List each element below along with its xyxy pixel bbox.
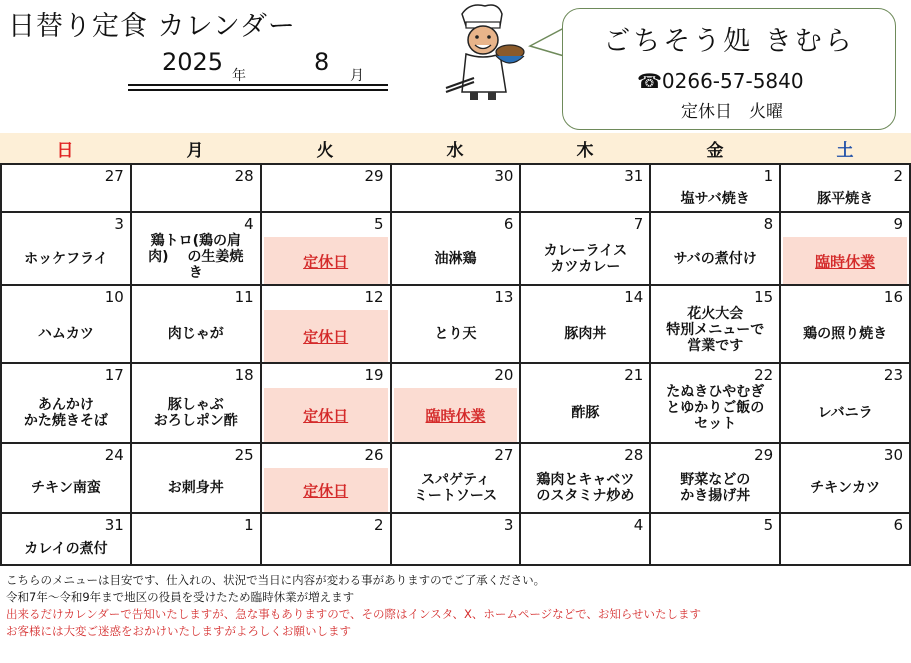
- day-number: 3: [503, 516, 514, 534]
- calendar-week-row: [2, 163, 911, 213]
- calendar-day-cell: [2, 444, 132, 512]
- holiday-label: 臨時休業: [394, 388, 518, 442]
- shop-name: ごちそう処 きむら: [603, 26, 855, 57]
- day-number: 11: [234, 288, 254, 306]
- calendar-day-cell: [392, 364, 522, 442]
- day-number: 2: [374, 516, 384, 534]
- daily-menu: 鶏の照り焼き: [803, 326, 888, 342]
- day-number: 5: [763, 516, 774, 534]
- day-number: 19: [364, 366, 384, 384]
- daily-menu: 豚平焼き: [817, 191, 874, 207]
- day-number: 20: [494, 366, 514, 384]
- note-line: 令和7年～令和9年まで地区の役員を受けたため臨時休業が増えます: [6, 590, 355, 604]
- calendar-day-cell: [132, 444, 262, 512]
- calendar-day-cell: [521, 286, 651, 362]
- day-number: 13: [494, 288, 514, 306]
- day-number: 3: [114, 215, 124, 233]
- year-suffix: 年: [232, 68, 246, 84]
- holiday-label: 定休日: [264, 468, 388, 512]
- calendar-day-cell: [392, 444, 522, 512]
- calendar-week-row: [2, 444, 911, 514]
- holiday-label: 定休日: [264, 237, 388, 284]
- calendar-day-cell: [651, 514, 781, 564]
- day-number: 27: [104, 167, 124, 185]
- day-number: 31: [104, 516, 124, 534]
- day-number: 14: [624, 288, 644, 306]
- calendar-day-cell: [132, 213, 262, 284]
- daily-menu: 鶏肉とキャベツ のスタミナ炒め: [536, 472, 635, 504]
- weekday-header-cell: 土: [836, 140, 854, 161]
- day-number: 18: [234, 366, 254, 384]
- day-number: 31: [624, 167, 644, 185]
- day-number: 30: [883, 446, 904, 464]
- notes: [6, 572, 701, 640]
- holiday-label: 定休日: [264, 310, 388, 362]
- day-number: 4: [244, 215, 254, 233]
- daily-menu: レバニラ: [817, 405, 873, 421]
- weekday-header-cell: 月: [186, 140, 204, 161]
- calendar-day-cell: [262, 213, 392, 284]
- day-number: 7: [633, 215, 644, 233]
- day-number: 23: [883, 366, 904, 384]
- daily-menu: 野菜などの かき揚げ丼: [680, 472, 751, 504]
- month-suffix: 月: [350, 68, 364, 84]
- day-number: 21: [624, 366, 644, 384]
- calendar-grid: [0, 163, 911, 566]
- shop-phone: ☎0266-57-5840: [637, 69, 804, 93]
- day-number: 29: [754, 446, 774, 464]
- weekday-header-cell: 木: [576, 140, 594, 161]
- daily-menu: 豚しゃぶ おろしポン酢: [153, 397, 238, 429]
- day-number: 6: [893, 516, 904, 534]
- day-number: 10: [104, 288, 124, 306]
- daily-menu: チキンカツ: [810, 480, 881, 496]
- daily-menu: あんかけ かた焼きそば: [23, 397, 108, 429]
- month-value: 8: [314, 48, 330, 76]
- day-number: 30: [494, 167, 514, 185]
- page-title: 日替り定食 カレンダー: [8, 11, 296, 42]
- note-line: こちらのメニューは目安です、仕入れの、状況で当日に内容が変わる事がありますのでご了承ください。: [6, 573, 546, 587]
- calendar-day-cell: [781, 514, 911, 564]
- day-number: 9: [893, 215, 904, 233]
- day-number: 15: [754, 288, 774, 306]
- calendar-week-row: [2, 514, 911, 566]
- calendar-day-cell: [392, 514, 522, 564]
- daily-menu: チキン南蛮: [30, 480, 101, 496]
- day-number: 24: [104, 446, 124, 464]
- daily-menu: お刺身丼: [167, 480, 224, 496]
- day-number: 28: [234, 167, 254, 185]
- calendar-day-cell: [2, 213, 132, 284]
- calendar-day-cell: [521, 364, 651, 442]
- calendar-day-cell: [651, 213, 781, 284]
- calendar-week-row: [2, 213, 911, 286]
- day-number: 2: [893, 167, 904, 185]
- holiday-label: 定休日: [264, 388, 388, 442]
- calendar-day-cell: [262, 165, 392, 211]
- calendar-day-cell: [2, 165, 132, 211]
- daily-menu: ハムカツ: [37, 326, 94, 342]
- calendar-day-cell: [521, 514, 651, 564]
- weekday-header-cell: 金: [706, 140, 724, 161]
- weekday-header-cell: 火: [316, 140, 334, 161]
- daily-menu: 花火大会 特別メニューで 営業です: [666, 306, 765, 354]
- holiday-label: 臨時休業: [783, 237, 907, 284]
- note-line: 出来るだけカレンダーで告知いたしますが、急な事もありますので、その際はインスタ、X、ホームページなどで、お知らせいたします: [6, 607, 702, 621]
- calendar-day-cell: [521, 165, 651, 211]
- day-number: 25: [234, 446, 254, 464]
- day-number: 16: [883, 288, 904, 306]
- daily-menu: 豚肉丼: [564, 326, 607, 342]
- calendar: [0, 133, 911, 566]
- calendar-day-cell: [521, 444, 651, 512]
- day-number: 4: [633, 516, 644, 534]
- calendar-day-cell: [651, 444, 781, 512]
- day-number: 28: [624, 446, 644, 464]
- daily-menu: たぬきひやむぎ とゆかりご飯の セット: [666, 384, 765, 432]
- calendar-day-cell: [521, 213, 651, 284]
- shop-info-bubble: [562, 8, 896, 130]
- note-line: お客様には大変ご迷惑をおかけいたしますがよろしくお願いします: [6, 624, 351, 638]
- day-number: 17: [104, 366, 124, 384]
- day-number: 5: [374, 215, 384, 233]
- day-number: 27: [494, 446, 514, 464]
- shop-closed-day: 定休日 火曜: [681, 102, 783, 122]
- day-number: 26: [364, 446, 384, 464]
- weekday-header: [0, 133, 911, 163]
- daily-menu: 油淋鶏: [434, 250, 477, 267]
- calendar-day-cell: [132, 165, 262, 211]
- daily-menu: カレーライス カツカレー: [543, 242, 628, 275]
- calendar-day-cell: [781, 213, 911, 284]
- year-value: 2025: [162, 48, 224, 76]
- calendar-day-cell: [262, 514, 392, 564]
- daily-menu: スパゲティ ミートソース: [413, 472, 498, 504]
- underline-bottom: [128, 89, 388, 91]
- daily-menu: 酢豚: [571, 405, 600, 421]
- calendar-day-cell: [392, 213, 522, 284]
- daily-menu: 肉じゃが: [167, 326, 224, 342]
- calendar-day-cell: [651, 286, 781, 362]
- daily-menu: ホッケフライ: [24, 250, 108, 267]
- calendar-day-cell: [651, 165, 781, 211]
- weekday-header-cell: 日: [56, 140, 74, 161]
- chef-mascot-illustration: [440, 0, 530, 100]
- calendar-day-cell: [2, 286, 132, 362]
- day-number: 8: [763, 215, 774, 233]
- day-number: 6: [503, 215, 514, 233]
- calendar-day-cell: [262, 364, 392, 442]
- calendar-week-row: [2, 364, 911, 444]
- calendar-day-cell: [262, 286, 392, 362]
- calendar-day-cell: [781, 165, 911, 211]
- daily-menu: 鶏トロ(鶏の肩 肉) の生姜焼 き: [148, 233, 244, 281]
- year-month-label: [128, 48, 388, 92]
- calendar-day-cell: [781, 364, 911, 442]
- daily-menu: とり天: [434, 326, 477, 342]
- day-number: 29: [364, 167, 384, 185]
- calendar-day-cell: [781, 286, 911, 362]
- calendar-day-cell: [781, 444, 911, 512]
- calendar-day-cell: [2, 364, 132, 442]
- day-number: 22: [754, 366, 774, 384]
- calendar-day-cell: [651, 364, 781, 442]
- calendar-day-cell: [392, 165, 522, 211]
- day-number: 12: [364, 288, 384, 306]
- underline-top: [128, 84, 388, 86]
- calendar-day-cell: [132, 286, 262, 362]
- calendar-day-cell: [132, 514, 262, 564]
- calendar-day-cell: [262, 444, 392, 512]
- daily-menu: 塩サバ焼き: [680, 191, 750, 207]
- day-number: 1: [763, 167, 774, 185]
- calendar-day-cell: [2, 514, 132, 564]
- calendar-day-cell: [132, 364, 262, 442]
- weekday-header-cell: 水: [446, 140, 464, 161]
- calendar-week-row: [2, 286, 911, 364]
- daily-menu: カレイの煮付: [24, 541, 108, 557]
- calendar-day-cell: [392, 286, 522, 362]
- day-number: 1: [244, 516, 254, 534]
- daily-menu: サバの煮付け: [673, 250, 757, 267]
